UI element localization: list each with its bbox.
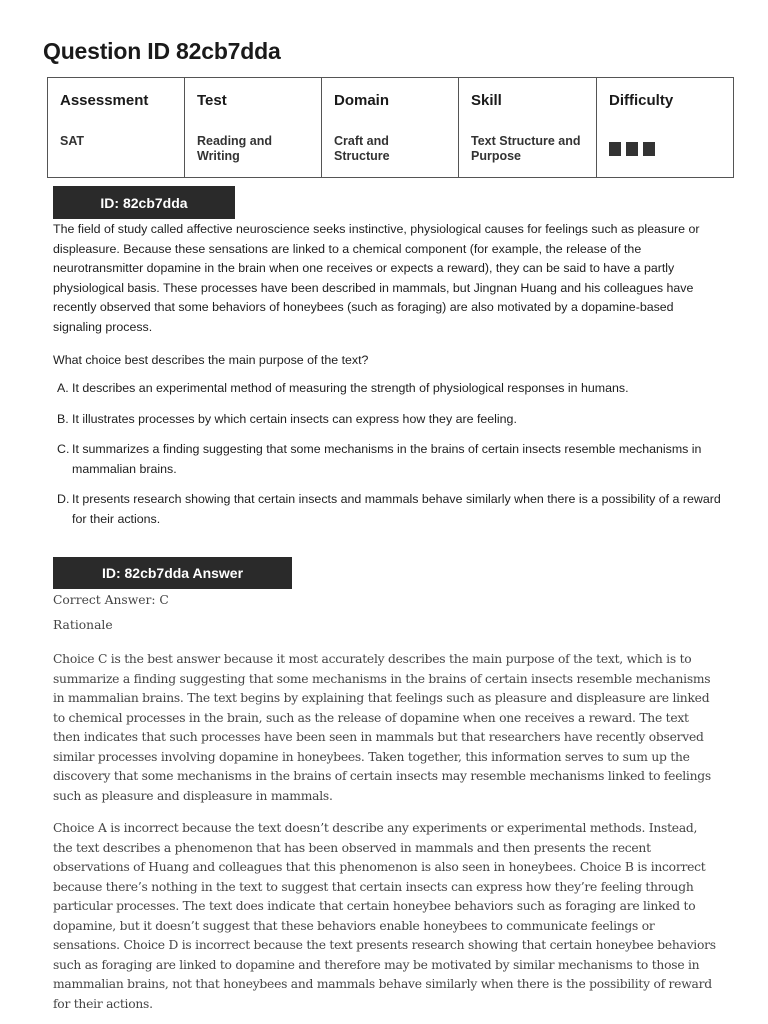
header-test: Test [185, 78, 322, 126]
rationale-heading: Rationale [53, 618, 113, 632]
choice-d [57, 490, 721, 529]
header-domain: Domain [322, 78, 459, 126]
choice-letter: C. [57, 442, 70, 456]
rationale-paragraph: Choice A is incorrect because the text doesn’t describe any experiments or experimental methods. Instead, the text describes a phenomenon that has been observed in mammals and then presents the recent observations of Huang and colleagues that this phenomenon is also seen in honeybees. Choice B is incorrect because there’s nothing in the text to suggest that certain insects can express how they’re feeling through particular processes. The text does indicate that certain honeybee behaviors such as foraging are linked to dopamine, but it doesn’t suggest that these behaviors enable honeybees to communicate feelings or sensations. Choice D is incorrect because the text presents research showing that certain honeybee behaviors such as foraging are linked to dopamine and therefore may be motivated by similar mechanisms to those in mammalian brains, not that honeybees and mammals behave similarly when there is the possibility of reward for their actions. [53, 821, 716, 1011]
question-id-label: ID: 82cb7dda [100, 194, 188, 211]
choice-letter: A. [57, 381, 69, 395]
choice-c [57, 440, 721, 479]
header-difficulty: Difficulty [597, 78, 734, 126]
choice-text: It summarizes a finding suggesting that some mechanisms in the brains of certain insects resemble mechanisms in mammalian brains. [72, 442, 702, 476]
question-id-banner [53, 186, 235, 219]
answer-id-banner [53, 557, 292, 589]
metadata-header-row [48, 78, 734, 126]
choice-text: It presents research showing that certain insects and mammals behave similarly when there is a possibility of a reward for their actions. [72, 492, 721, 526]
choice-letter: D. [57, 492, 70, 506]
choice-text: It describes an experimental method of measuring the strength of physiological responses in humans. [72, 381, 629, 395]
header-assessment: Assessment [48, 78, 185, 126]
value-skill: Text Structure and Purpose [459, 126, 597, 178]
choice-b [57, 410, 721, 430]
question-prompt: What choice best describes the main purpose of the text? [53, 353, 369, 367]
question-metadata-table [47, 77, 734, 178]
answer-choices-list [57, 379, 721, 540]
header-skill: Skill [459, 78, 597, 126]
difficulty-bars-icon [609, 142, 721, 156]
metadata-value-row [48, 126, 734, 178]
difficulty-bar [643, 142, 655, 156]
question-passage: The field of study called affective neuroscience seeks instinctive, physiological causes for feelings such as pleasure or displeasure. Because these sensations are linked to a chemical component (for example, the release of the neurotransmitter dopamine in the brain when one receives or expects a reward), they can be said to have a partly physiological basis. These processes have been described in mammals, but Jingnan Huang and his colleagues have recently observed that some behaviors of honeybees (such as foraging) are also motivated by a dopamine-based signaling process. [53, 222, 700, 334]
value-assessment: SAT [48, 126, 185, 178]
choice-a [57, 379, 721, 399]
choice-letter: B. [57, 411, 69, 426]
value-domain: Craft and Structure [322, 126, 459, 178]
difficulty-bar [626, 142, 638, 156]
answer-id-label: ID: 82cb7dda Answer [101, 565, 244, 581]
choice-text: It illustrates processes by which certain insects can express how they are feeling. [72, 411, 517, 426]
page-title: Question ID 82cb7dda [43, 38, 281, 64]
value-test: Reading and Writing [185, 126, 322, 178]
correct-answer: Correct Answer: C [53, 593, 169, 607]
difficulty-bar [609, 142, 621, 156]
value-difficulty [597, 126, 734, 178]
rationale-paragraph: Choice C is the best answer because it most accurately describes the main purpose of the text, which is to summarize a finding suggesting that some mechanisms in the brains of certain insects resemble mechanisms in mammalian brains. The text begins by explaining that feelings such as pleasure and displeasure are linked to chemical processes in the brain, such as the release of dopamine when one receives a reward. The text then indicates that such processes have been seen in mammals but that researchers have recently observed similar processes involving dopamine in honeybees. Taken together, this information serves to sum up the discovery that some mechanisms in the brains of certain insects may resemble mechanisms linked to feelings such as pleasure and displeasure in mammals. [53, 652, 711, 803]
